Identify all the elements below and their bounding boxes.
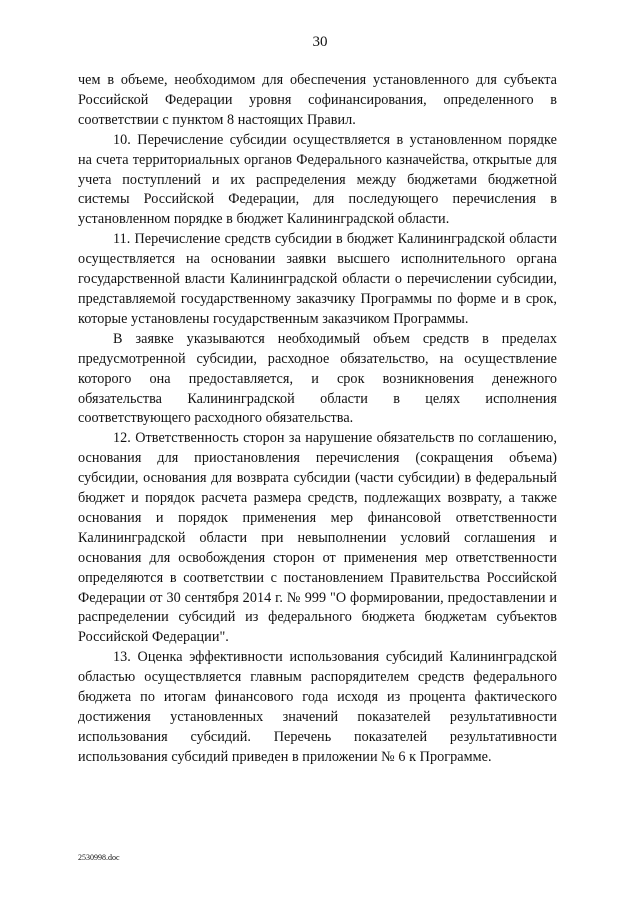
paragraph-item-11: 11. Перечисление средств субсидии в бюджет Калининградской области осуществляется на основании заявки высшего исполнительного органа государственной власти Калининградской области о перечислении субсидии, представляемой государственному заказчику Программы по форме и в срок, которые установлены государственным заказчиком Программы. — [78, 231, 557, 327]
footer-filename: 2530998.doc — [78, 853, 120, 862]
paragraph-item-12: 12. Ответственность сторон за нарушение обязательств по соглашению, основания для приостановления перечисления (сокращения объема) субсидии, основания для возврата субсидии (части субсидии) в федеральный бюджет и порядок расчета размера средств, подлежащих возврату, а также основания и порядок применения мер финансовой ответственности Калининградской области при невыполнении условий соглашения и основания для освобождения сторон от применения мер ответственности определяются в соответствии с постановлением Правительства Российской Федерации от 30 сентября 2014 г. № 999 "О формировании, предоставлении и распределении субсидий из федерального бюджета бюджетам субъектов Российской Федерации". — [78, 430, 557, 646]
document-body — [78, 71, 557, 768]
page-number: 30 — [312, 34, 328, 50]
paragraph-item-13: 13. Оценка эффективности использования субсидий Калининградской областью осуществляется главным распорядителем средств федерального бюджета по итогам финансового года исходя из процента фактического достижения установленных значений показателей результативности использования субсидий. Перечень показателей результативности использования субсидий приведен в приложении № 6 к Программе. — [78, 649, 557, 765]
paragraph-continuation: чем в объеме, необходимом для обеспечения установленного для субъекта Российской Федерации уровня софинансирования, определенного в соответствии с пунктом 8 настоящих Правил. — [78, 72, 557, 128]
paragraph-item-10: 10. Перечисление субсидии осуществляется в установленном порядке на счета территориальных органов Федерального казначейства, открытые для учета поступлений и их распределения между бюджетами бюджетной системы Российской Федерации, для последующего перечисления в установленном порядке в бюджет Калининградской области. — [78, 131, 557, 228]
paragraph-item-11-note: В заявке указываются необходимый объем средств в пределах предусмотренной субсидии, расходное обязательство, на осуществление которого она предоставляется, и срок возникновения денежного обязательства Калининградской области в целях исполнения соответствующего расходного обязательства. — [78, 330, 557, 427]
